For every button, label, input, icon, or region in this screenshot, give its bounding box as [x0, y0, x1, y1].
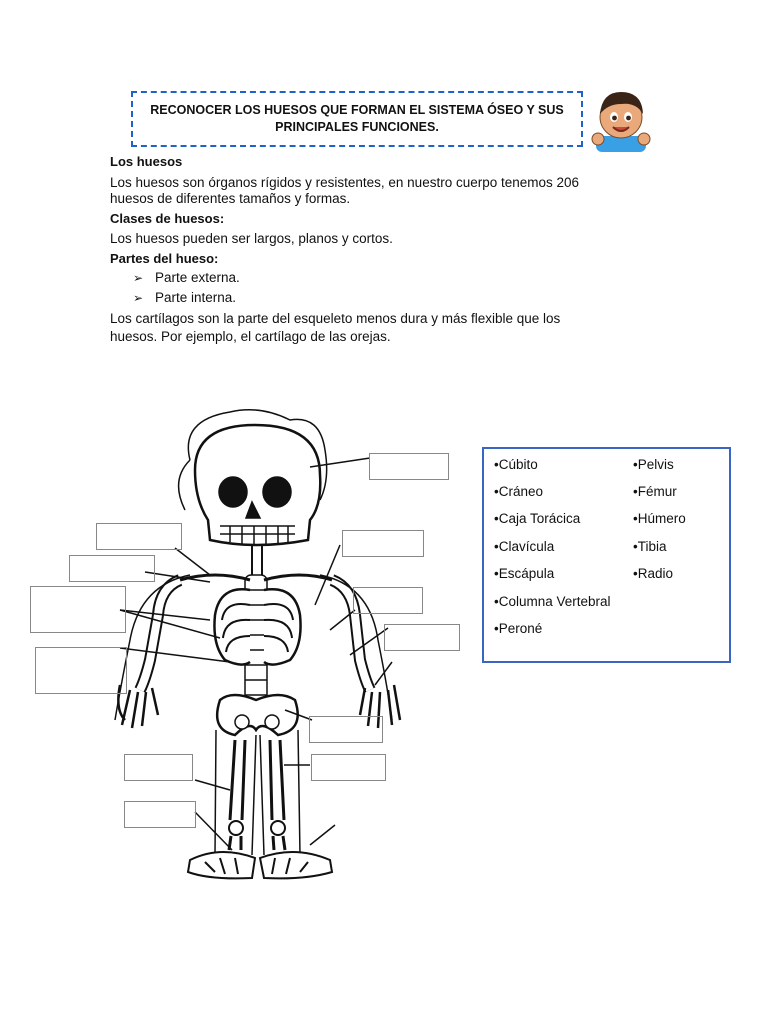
label-box-8[interactable] [35, 647, 127, 694]
title-line-1: RECONOCER LOS HUESOS QUE FORMAN EL SISTEMA ÓSEO Y SUS [150, 103, 564, 117]
word-escapula: •Escápula [494, 566, 555, 581]
boy-cartoon-icon [590, 84, 652, 152]
word-humero: •Húmero [633, 511, 686, 526]
title-box [131, 91, 583, 147]
word-columna-vertebral: •Columna Vertebral [494, 594, 611, 609]
word-radio: •Radio [633, 566, 673, 581]
heading-los-huesos: Los huesos [110, 154, 183, 169]
label-box-6[interactable] [353, 587, 423, 614]
label-box-5[interactable] [30, 586, 126, 633]
label-box-1[interactable] [369, 453, 449, 480]
huesos-text-1: Los huesos son órganos rígidos y resistentes, en nuestro cuerpo tenemos 206 [110, 175, 580, 190]
label-box-2[interactable] [96, 523, 182, 550]
label-box-11[interactable] [311, 754, 386, 781]
heading-clases: Clases de huesos: [110, 211, 225, 226]
word-cubito: •Cúbito [494, 457, 538, 472]
cartilagos-text-1: Los cartílagos son la parte del esqueleto menos dura y más flexible que los [110, 311, 561, 326]
label-box-3[interactable] [342, 530, 424, 557]
list-item: ➢ Parte externa. [133, 270, 240, 285]
word-caja-toracica: •Caja Torácica [494, 511, 581, 526]
cartilagos-text-2: huesos. Por ejemplo, el cartílago de las orejas. [110, 329, 391, 344]
word-pelvis: •Pelvis [633, 457, 674, 472]
word-craneo: •Cráneo [494, 484, 544, 499]
heading-partes: Partes del hueso: [110, 251, 219, 266]
list-item: ➢ Parte interna. [133, 290, 237, 305]
word-tibia: •Tibia [633, 539, 667, 554]
huesos-text-2: huesos de diferentes tamaños y formas. [110, 191, 351, 206]
word-femur: •Fémur [633, 484, 677, 499]
label-box-4[interactable] [69, 555, 155, 582]
word-perone: •Peroné [494, 621, 543, 636]
arrowhead-bullet-icon: ➢ [133, 271, 144, 285]
label-box-10[interactable] [124, 754, 193, 781]
label-box-9[interactable] [309, 716, 383, 743]
clases-text: Los huesos pueden ser largos, planos y cortos. [110, 231, 393, 246]
word-clavicula: •Clavícula [494, 539, 555, 554]
label-box-12[interactable] [124, 801, 196, 828]
word-bank-box [482, 447, 731, 663]
arrowhead-bullet-icon: ➢ [133, 291, 144, 305]
label-box-7[interactable] [384, 624, 460, 651]
title-line-2: PRINCIPALES FUNCIONES. [275, 120, 439, 134]
